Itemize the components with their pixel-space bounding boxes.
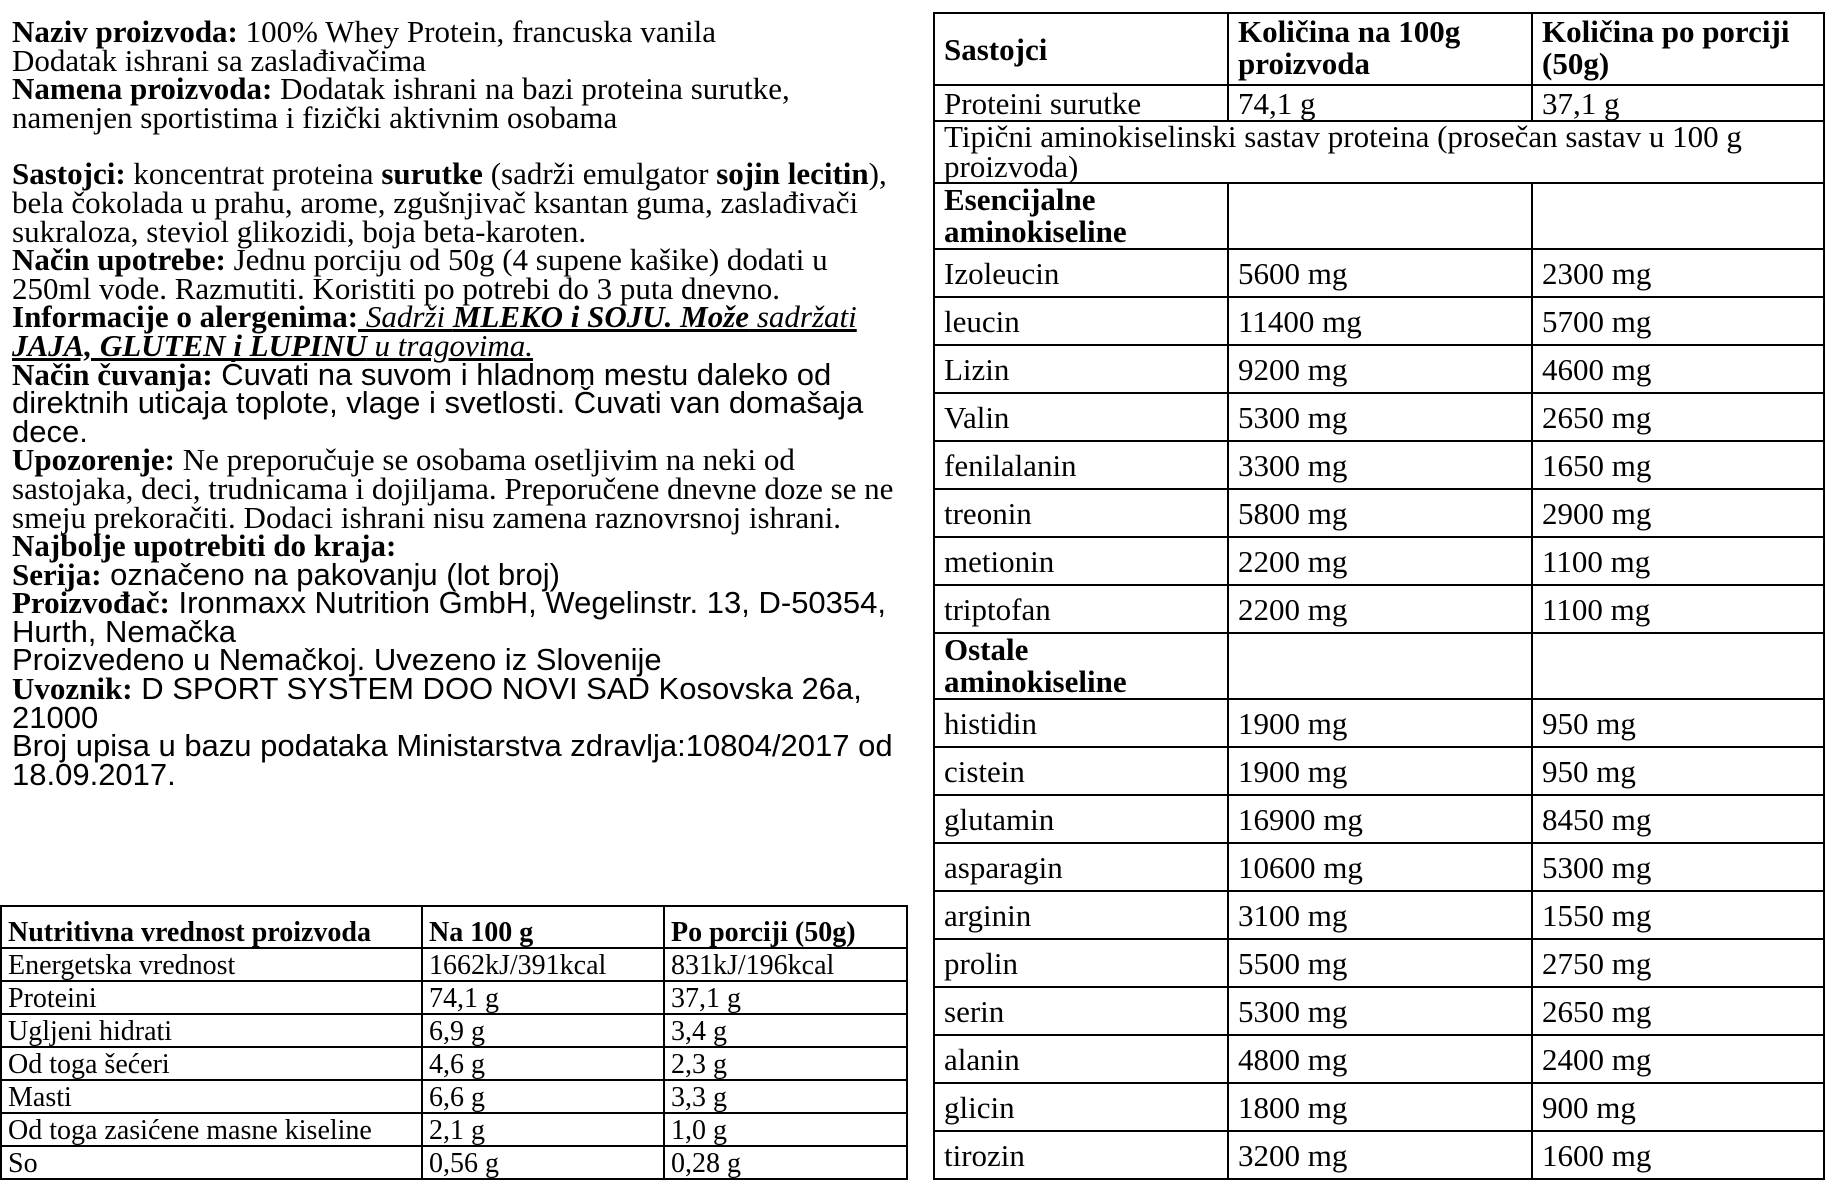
- product-producer: [12, 585, 912, 649]
- amino-acid-name: serin: [934, 987, 1228, 1035]
- product-info: [12, 14, 912, 792]
- product-registry: Broj upisa u bazu podataka Ministarstva zdravlja:10804/2017 od 18.09.2017.: [12, 728, 893, 792]
- essential-section-row: [934, 183, 1824, 249]
- amino-acid-per100: 1900 mg: [1228, 699, 1532, 747]
- amino-acid-name: metionin: [934, 537, 1228, 585]
- amino-acid-table: [933, 12, 1825, 1180]
- warning-label: Upozorenje:: [12, 442, 175, 478]
- nutrition-body: [1, 948, 907, 1179]
- nutrition-cell: 1662kJ/391kcal: [422, 948, 664, 981]
- product-name-value: 100% Whey Protein, francuska vanila: [237, 14, 716, 49]
- amino-acid-row: [934, 891, 1824, 939]
- amino-acid-row: [934, 297, 1824, 345]
- nutrition-cell: 37,1 g: [664, 981, 907, 1014]
- amino-acid-per100: 5300 mg: [1228, 393, 1532, 441]
- nutrition-row: [1, 981, 907, 1014]
- amino-acid-row: [934, 939, 1824, 987]
- purpose-label: Namena proizvoda:: [12, 71, 273, 107]
- amino-acid-per100: 3100 mg: [1228, 891, 1532, 939]
- ingredients-label: Sastojci:: [12, 156, 126, 192]
- usage-value: Jednu porciju od 50g (4 supene kašike) dodati u 250ml vode. Razmutiti. Koristiti po potrebi do 3 puta dnevno.: [12, 242, 828, 306]
- amino-acid-name: tirozin: [934, 1131, 1228, 1179]
- amino-acid-row: [934, 537, 1824, 585]
- ingredients-part3: ), bela čokolada u prahu, arome, zgušnjivač ksantan guma, zaslađivači sukraloza, steviol glikozidi, boja beta-karoten.: [12, 156, 887, 249]
- nutrition-header-cell: Na 100 g: [422, 906, 664, 948]
- amino-acid-name: prolin: [934, 939, 1228, 987]
- product-origin: Proizvedeno u Nemačkoj. Uvezeno iz Slovenije: [12, 642, 662, 678]
- nutrition-cell: Energetska vrednost: [1, 948, 422, 981]
- nutrition-header-cell: Po porciji (50g): [664, 906, 907, 948]
- ingredients-part1: koncentrat proteina: [125, 156, 382, 192]
- amino-acid-per-serving: 1100 mg: [1532, 537, 1824, 585]
- storage-value: Čuvati na suvom i hladnom mestu daleko od direktnih uticaja toplote, vlage i svetlosti. Čuvati van domašaja dece.: [12, 356, 864, 449]
- amino-acid-per100: 5300 mg: [1228, 987, 1532, 1035]
- nutrition-header-cell: Nutritivna vrednost proizvoda: [1, 906, 422, 948]
- product-name-subline: Dodatak ishrani sa zaslađivačima: [12, 42, 427, 78]
- amino-acid-per-serving: 8450 mg: [1532, 795, 1824, 843]
- amino-acid-name: leucin: [934, 297, 1228, 345]
- product-importer: [12, 671, 912, 735]
- nutrition-cell: 831kJ/196kcal: [664, 948, 907, 981]
- warning-value: Ne preporučuje se osobama osetljivim na neki od sastojaka, deci, trudnicama i dojiljama. Preporučene dnevne doze se ne smeju prekoračiti. Dodaci ishrani nisu zamena raznovrsnoj ishrani.: [12, 442, 894, 535]
- whey-protein-name: Proteini surutke: [934, 85, 1228, 121]
- amino-acid-name: alanin: [934, 1035, 1228, 1083]
- producer-value: Ironmaxx Nutrition GmbH, Wegelinstr. 13, D-50354, Hurth, Nemačka: [12, 585, 887, 649]
- product-purpose: [12, 71, 912, 135]
- amino-acid-name: fenilalanin: [934, 441, 1228, 489]
- amino-acid-name: histidin: [934, 699, 1228, 747]
- product-name-label: Naziv proizvoda:: [12, 14, 238, 49]
- amino-acid-per100: 1900 mg: [1228, 747, 1532, 795]
- typical-note-row: [934, 121, 1824, 183]
- product-allergens: [12, 299, 912, 363]
- nutrition-row: [1, 1113, 907, 1146]
- ingredients-allergen-whey: surutke: [381, 156, 483, 192]
- amino-header-row: [934, 13, 1824, 85]
- amino-acid-per-serving: 950 mg: [1532, 699, 1824, 747]
- amino-body: [934, 85, 1824, 1179]
- empty-cell: [1532, 183, 1824, 249]
- nutrition-row: [1, 1047, 907, 1080]
- nutrition-header-row: [1, 906, 907, 948]
- nutrition-cell: 6,9 g: [422, 1014, 664, 1047]
- amino-header-cell: Količina na 100g proizvoda: [1228, 13, 1532, 85]
- nutrition-cell: 3,3 g: [664, 1080, 907, 1113]
- nutrition-cell: So: [1, 1146, 422, 1179]
- amino-acid-per100: 1800 mg: [1228, 1083, 1532, 1131]
- amino-acid-row: [934, 1083, 1824, 1131]
- amino-acid-row: [934, 1035, 1824, 1083]
- amino-header-cell: Količina po porciji (50g): [1532, 13, 1824, 85]
- nutrition-cell: 6,6 g: [422, 1080, 664, 1113]
- amino-acid-name: Valin: [934, 393, 1228, 441]
- amino-acid-row: [934, 345, 1824, 393]
- product-warning: [12, 442, 912, 535]
- nutrition-cell: 3,4 g: [664, 1014, 907, 1047]
- amino-acid-per100: 16900 mg: [1228, 795, 1532, 843]
- nutrition-cell: 2,1 g: [422, 1113, 664, 1146]
- amino-acid-per-serving: 1100 mg: [1532, 585, 1824, 633]
- usage-label: Način upotrebe:: [12, 242, 226, 278]
- amino-acid-name: Lizin: [934, 345, 1228, 393]
- nutrition-cell: Od toga zasićene masne kiseline: [1, 1113, 422, 1146]
- nutrition-cell: 4,6 g: [422, 1047, 664, 1080]
- amino-acid-per100: 11400 mg: [1228, 297, 1532, 345]
- amino-acid-per100: 2200 mg: [1228, 537, 1532, 585]
- empty-cell: [1532, 633, 1824, 699]
- nutrition-row: [1, 1014, 907, 1047]
- nutrition-cell: 0,28 g: [664, 1146, 907, 1179]
- whey-protein-row: [934, 85, 1824, 121]
- whey-protein-per-serving: 37,1 g: [1532, 85, 1824, 121]
- nutrition-cell: Masti: [1, 1080, 422, 1113]
- amino-acid-per100: 3300 mg: [1228, 441, 1532, 489]
- allergen-part3: u tragovima.: [366, 327, 533, 363]
- amino-acid-per-serving: 2400 mg: [1532, 1035, 1824, 1083]
- nutrition-cell: 0,56 g: [422, 1146, 664, 1179]
- nutrition-cell: Proteini: [1, 981, 422, 1014]
- nutrition-row: [1, 948, 907, 981]
- amino-acid-per-serving: 5300 mg: [1532, 843, 1824, 891]
- nutrition-table: [0, 905, 908, 1180]
- amino-acid-per100: 10600 mg: [1228, 843, 1532, 891]
- purpose-value: Dodatak ishrani na bazi proteina surutke, namenjen sportistima i fizički aktivnim osobama: [12, 71, 790, 135]
- amino-acid-per100: 5600 mg: [1228, 249, 1532, 297]
- empty-cell: [1228, 183, 1532, 249]
- amino-acid-per-serving: 2900 mg: [1532, 489, 1824, 537]
- empty-cell: [1228, 633, 1532, 699]
- producer-label: Proizvođač:: [12, 585, 170, 621]
- product-ingredients: [12, 156, 912, 249]
- other-section-label: Ostale aminokiseline: [934, 633, 1228, 699]
- amino-acid-per100: 9200 mg: [1228, 345, 1532, 393]
- amino-acid-per-serving: 2300 mg: [1532, 249, 1824, 297]
- amino-acid-per-serving: 2750 mg: [1532, 939, 1824, 987]
- amino-acid-per-serving: 5700 mg: [1532, 297, 1824, 345]
- amino-acid-name: arginin: [934, 891, 1228, 939]
- amino-acid-per-serving: 950 mg: [1532, 747, 1824, 795]
- amino-acid-per-serving: 4600 mg: [1532, 345, 1824, 393]
- allergen-label: Informacije o alergenima:: [12, 299, 359, 335]
- storage-label: Način čuvanja:: [12, 356, 213, 392]
- amino-acid-per-serving: 1650 mg: [1532, 441, 1824, 489]
- amino-acid-per100: 5500 mg: [1228, 939, 1532, 987]
- importer-value: D SPORT SYSTEM DOO NOVI SAD Kosovska 26a, 21000: [12, 671, 862, 735]
- amino-acid-row: [934, 1131, 1824, 1179]
- amino-acid-row: [934, 843, 1824, 891]
- amino-acid-row: [934, 249, 1824, 297]
- amino-acid-row: [934, 747, 1824, 795]
- nutrition-cell: 1,0 g: [664, 1113, 907, 1146]
- amino-acid-per-serving: 2650 mg: [1532, 393, 1824, 441]
- importer-label: Uvoznik:: [12, 671, 133, 707]
- batch-label: Serija:: [12, 556, 102, 592]
- amino-acid-per-serving: 900 mg: [1532, 1083, 1824, 1131]
- amino-acid-per100: 5800 mg: [1228, 489, 1532, 537]
- nutrition-row: [1, 1146, 907, 1179]
- amino-acid-per-serving: 1600 mg: [1532, 1131, 1824, 1179]
- whey-protein-per100: 74,1 g: [1228, 85, 1532, 121]
- nutrition-cell: 2,3 g: [664, 1047, 907, 1080]
- other-section-row: [934, 633, 1824, 699]
- amino-acid-name: asparagin: [934, 843, 1228, 891]
- amino-header-cell: Sastojci: [934, 13, 1228, 85]
- amino-acid-row: [934, 987, 1824, 1035]
- allergen-part2: sadržati: [749, 299, 857, 335]
- allergen-part1: Sadrži: [358, 299, 453, 335]
- amino-acid-row: [934, 585, 1824, 633]
- typical-composition-note: Tipični aminokiselinski sastav proteina (prosečan sastav u 100 g proizvoda): [934, 121, 1824, 183]
- product-usage: [12, 242, 912, 306]
- amino-acid-name: Izoleucin: [934, 249, 1228, 297]
- nutrition-cell: Ugljeni hidrati: [1, 1014, 422, 1047]
- amino-acid-name: cistein: [934, 747, 1228, 795]
- allergen-traces: JAJA, GLUTEN i LUPINU: [12, 327, 367, 363]
- amino-acid-name: treonin: [934, 489, 1228, 537]
- amino-acid-per-serving: 1550 mg: [1532, 891, 1824, 939]
- amino-acid-name: glicin: [934, 1083, 1228, 1131]
- batch-value: označeno na pakovanju (lot broj): [101, 556, 560, 592]
- best-before-label: Najbolje upotrebiti do kraja:: [12, 528, 397, 564]
- essential-section-label: Esencijalne aminokiseline: [934, 183, 1228, 249]
- amino-acid-per100: 4800 mg: [1228, 1035, 1532, 1083]
- amino-acid-row: [934, 699, 1824, 747]
- nutrition-row: [1, 1080, 907, 1113]
- amino-acid-per100: 3200 mg: [1228, 1131, 1532, 1179]
- amino-acid-row: [934, 489, 1824, 537]
- nutrition-cell: Od toga šećeri: [1, 1047, 422, 1080]
- amino-acid-row: [934, 393, 1824, 441]
- amino-acid-row: [934, 441, 1824, 489]
- ingredients-part2: (sadrži emulgator: [482, 156, 717, 192]
- amino-acid-per100: 2200 mg: [1228, 585, 1532, 633]
- ingredients-allergen-soy: sojin lecitin: [716, 156, 869, 192]
- amino-acid-name: glutamin: [934, 795, 1228, 843]
- product-storage: [12, 356, 912, 449]
- nutrition-cell: 74,1 g: [422, 981, 664, 1014]
- amino-acid-row: [934, 795, 1824, 843]
- amino-acid-per-serving: 2650 mg: [1532, 987, 1824, 1035]
- amino-acid-name: triptofan: [934, 585, 1228, 633]
- allergen-contains: MLEKO i SOJU. Može: [452, 299, 750, 335]
